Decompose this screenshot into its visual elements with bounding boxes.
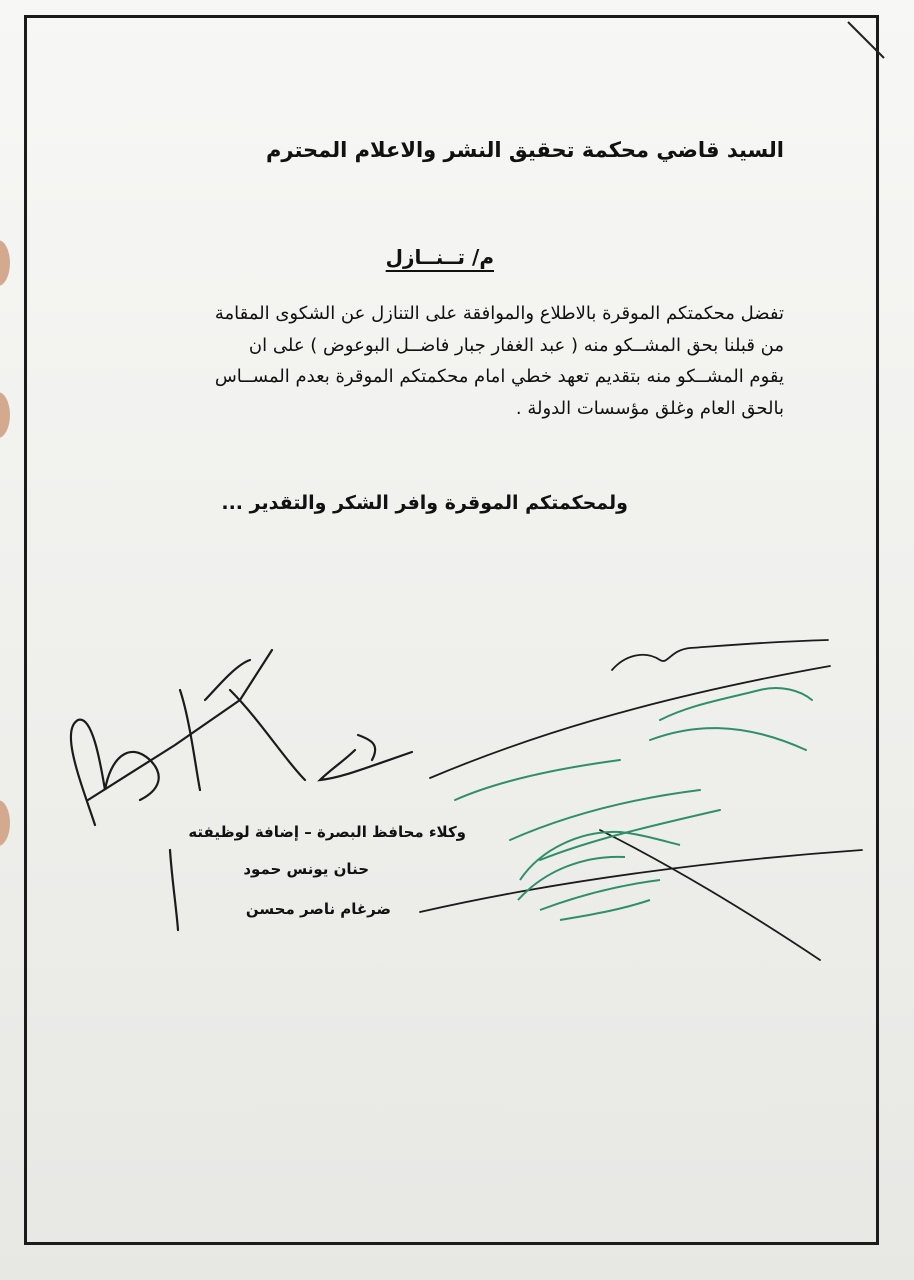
signature-scribble: [71, 650, 412, 930]
body-line: من قبلنا بحق المشــكو منه ( عبد الغفار جبار فاضــل البوعوض ) على ان: [248, 334, 784, 356]
body-line: يقوم المشــكو منه بتقديم تعهد خطي امام محكمتكم الموقرة بعدم المســاس: [214, 366, 784, 387]
signatory-name: حنان يونس حمود: [243, 860, 369, 878]
addressee-line: السيد قاضي محكمة تحقيق النشر والاعلام المحترم: [266, 138, 784, 162]
body-line: بالحق العام وغلق مؤسسات الدولة .: [515, 397, 784, 419]
signatory-role: وكلاء محافظ البصرة – إضافة لوظيفته: [188, 823, 466, 841]
signatory-name: ضرغام ناصر محسن: [245, 900, 391, 918]
subject-line: م/ تــنــازل: [385, 245, 494, 269]
official-stamp: [518, 832, 680, 920]
closing-line: ولمحكمتكم الموقرة وافر الشكر والتقدير ...: [221, 492, 628, 514]
body-line: تفضل محكمتكم الموقرة بالاطلاع والموافقة على التنازل عن الشكوى المقامة: [214, 303, 784, 324]
